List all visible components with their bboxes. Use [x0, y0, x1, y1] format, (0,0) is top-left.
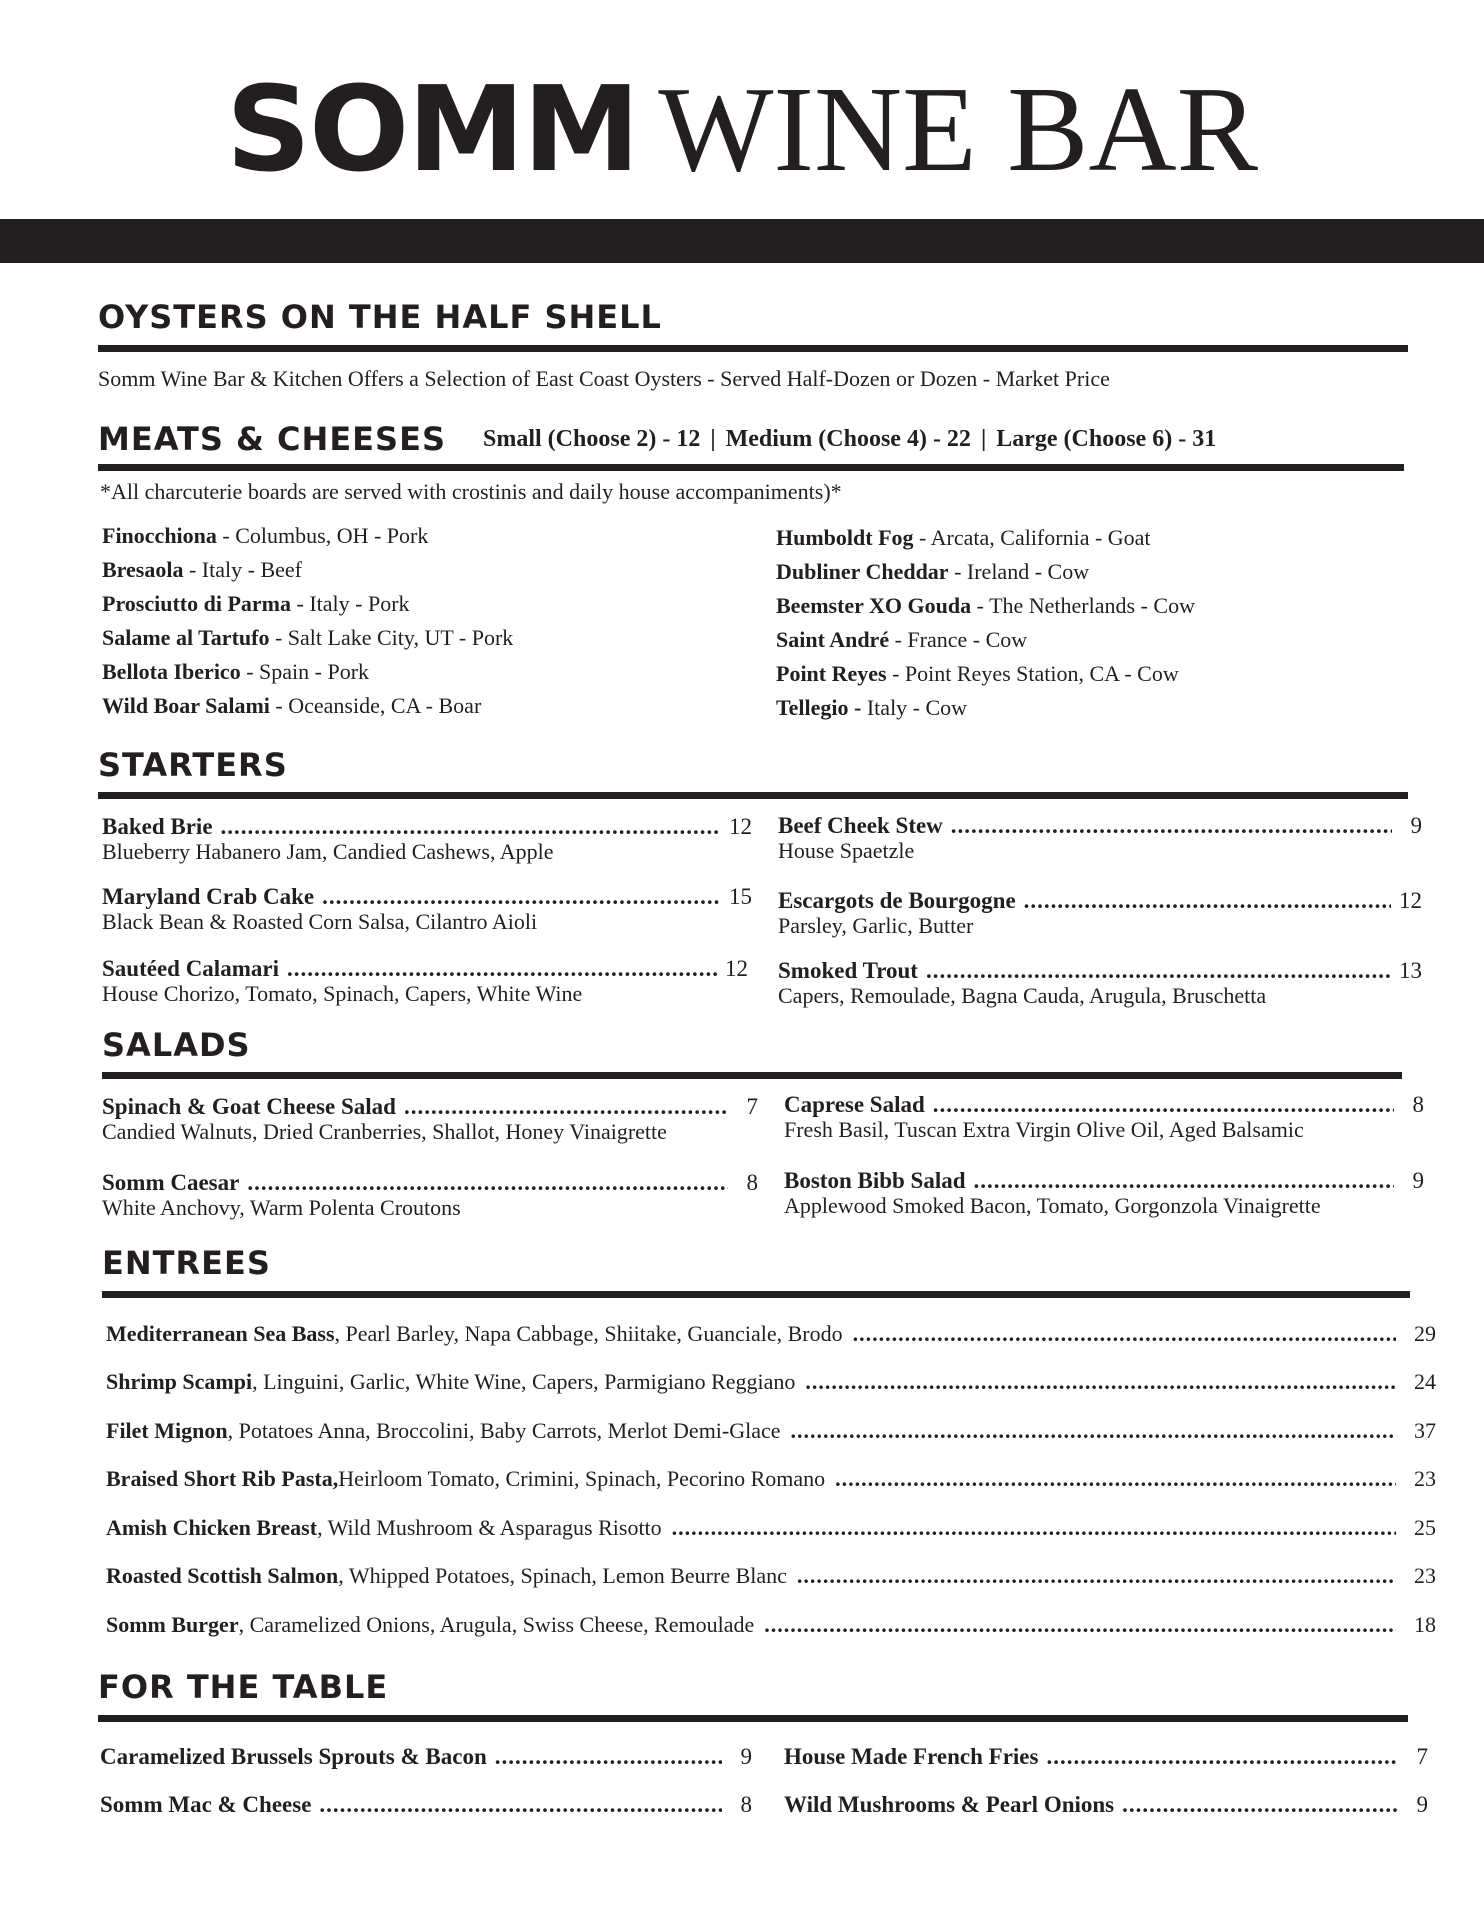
starters-rule: [98, 792, 1408, 799]
list-item: Bellota Iberico - Spain - Pork: [102, 659, 370, 684]
oysters-heading: OYSTERS ON THE HALF SHELL: [98, 298, 662, 336]
list-item: Humboldt Fog - Arcata, California - Goat: [776, 525, 1151, 550]
salads-rule: [102, 1072, 1402, 1079]
starters-heading: STARTERS: [98, 746, 288, 784]
list-item: Salame al Tartufo - Salt Lake City, UT - Pork: [102, 625, 514, 650]
list-item: Saint André - France - Cow: [776, 627, 1028, 652]
menu-item: Escargots de Bourgogne ..... 12 Parsley, Garlic, Butter: [778, 888, 1422, 938]
list-item: Prosciutto di Parma - Italy - Pork: [102, 591, 410, 616]
entree-item: Filet Mignon , Potatoes Anna, Broccolini, Baby Carrots, Merlot Demi-Glace ..... 37: [106, 1417, 1436, 1445]
title-bold: SOMM: [226, 60, 639, 198]
entrees-rule: [102, 1291, 1410, 1298]
menu-item: Sautéed Calamari ..... 12 House Chorizo, Tomato, Spinach, Capers, White Wine: [102, 956, 748, 1006]
cheeses-list: [776, 521, 1195, 725]
list-item: Tellegio - Italy - Cow: [776, 695, 968, 720]
entree-item: Somm Burger , Caramelized Onions, Arugula, Swiss Cheese, Remoulade ..... 18: [106, 1611, 1436, 1639]
page-title: [0, 60, 1484, 200]
menu-item: Maryland Crab Cake ..... 15 Black Bean & Roasted Corn Salsa, Cilantro Aioli: [102, 884, 752, 934]
entree-item: Braised Short Rib Pasta, Heirloom Tomato, Crimini, Spinach, Pecorino Romano ..... 23: [106, 1465, 1436, 1493]
size-medium: Medium (Choose 4) - 22: [725, 426, 971, 452]
menu-item: Boston Bibb Salad ..... 9 Applewood Smoked Bacon, Tomato, Gorgonzola Vinaigrette: [784, 1168, 1424, 1218]
oysters-note: Somm Wine Bar & Kitchen Offers a Selection of East Coast Oysters - Served Half-Dozen or Dozen - Market Price: [98, 366, 1110, 391]
size-small: Small (Choose 2) - 12: [483, 426, 701, 452]
salads-heading: SALADS: [102, 1026, 251, 1064]
menu-item: Caprese Salad ..... 8 Fresh Basil, Tuscan Extra Virgin Olive Oil, Aged Balsamic: [784, 1092, 1424, 1142]
menu-item: Somm Caesar ..... 8 White Anchovy, Warm Polenta Croutons: [102, 1170, 758, 1220]
menu-item: Smoked Trout ..... 13 Capers, Remoulade, Bagna Cauda, Arugula, Bruschetta: [778, 958, 1422, 1008]
entree-item: Roasted Scottish Salmon , Whipped Potatoes, Spinach, Lemon Beurre Blanc ..... 23: [106, 1562, 1436, 1590]
charcuterie-note: *All charcuterie boards are served with crostinis and daily house accompaniments)*: [100, 479, 842, 504]
menu-item: Wild Mushrooms & Pearl Onions ..... 9: [784, 1792, 1428, 1818]
menu-item: Beef Cheek Stew ..... 9 House Spaetzle: [778, 813, 1422, 863]
list-item: Finocchiona - Columbus, OH - Pork: [102, 523, 429, 548]
oysters-rule: [98, 345, 1408, 352]
menu-item: Caramelized Brussels Sprouts & Bacon ..... 9: [100, 1744, 752, 1770]
menu-item: House Made French Fries ..... 7: [784, 1744, 1428, 1770]
meats-list: [102, 519, 513, 723]
menu-item: Somm Mac & Cheese ..... 8: [100, 1792, 752, 1818]
list-item: Bresaola - Italy - Beef: [102, 557, 302, 582]
title-light: WINE BAR: [658, 62, 1258, 197]
list-item: Dubliner Cheddar - Ireland - Cow: [776, 559, 1090, 584]
entree-item: Mediterranean Sea Bass , Pearl Barley, Napa Cabbage, Shiitake, Guanciale, Brodo ..... 29: [106, 1320, 1436, 1348]
entree-item: Amish Chicken Breast , Wild Mushroom & Asparagus Risotto ..... 25: [106, 1514, 1436, 1542]
meats-rule: [98, 464, 1404, 471]
table-heading: FOR THE TABLE: [98, 1668, 389, 1706]
board-sizes: [483, 426, 1216, 453]
menu-item: Spinach & Goat Cheese Salad ..... 7 Candied Walnuts, Dried Cranberries, Shallot, Honey Vinaigrette: [102, 1094, 758, 1144]
header-bar: [0, 219, 1484, 263]
meats-heading: MEATS & CHEESES: [98, 420, 446, 458]
list-item: Beemster XO Gouda - The Netherlands - Cow: [776, 593, 1195, 618]
table-rule: [98, 1715, 1408, 1722]
entrees-heading: ENTREES: [102, 1244, 271, 1282]
list-item: Point Reyes - Point Reyes Station, CA - Cow: [776, 661, 1179, 686]
list-item: Wild Boar Salami - Oceanside, CA - Boar: [102, 693, 482, 718]
size-separator: |: [980, 426, 987, 452]
entree-item: Shrimp Scampi , Linguini, Garlic, White Wine, Capers, Parmigiano Reggiano ..... 24: [106, 1368, 1436, 1396]
size-large: Large (Choose 6) - 31: [996, 426, 1217, 452]
menu-item: Baked Brie ..... 12 Blueberry Habanero Jam, Candied Cashews, Apple: [102, 814, 752, 864]
size-separator: |: [710, 426, 716, 452]
